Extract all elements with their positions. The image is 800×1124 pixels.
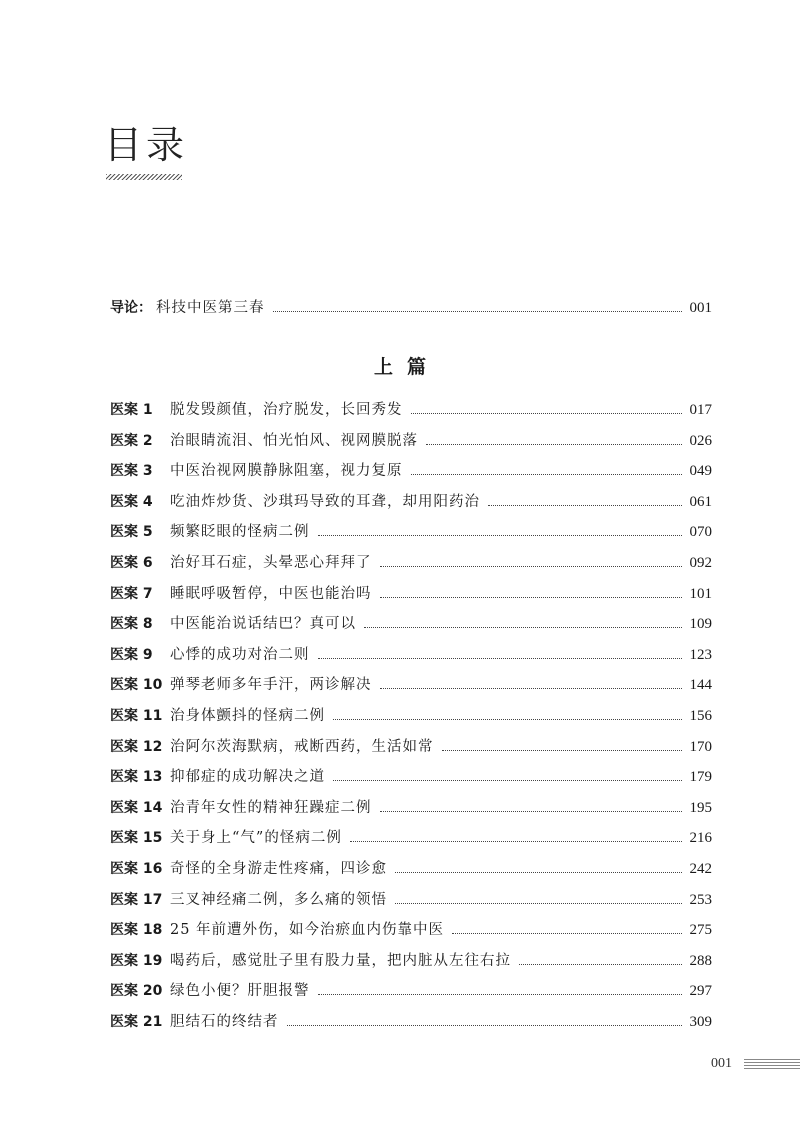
case-title: 睡眠呼吸暂停，中医也能治吗 — [170, 585, 372, 602]
case-title: 治好耳石症，头晕恶心拜拜了 — [170, 555, 372, 571]
case-label: 医案 8 — [110, 616, 153, 633]
toc-case-entry[interactable] — [110, 429, 712, 453]
toc-case-entry[interactable] — [110, 765, 712, 789]
dot-leader — [273, 310, 682, 312]
toc-case-entry[interactable] — [110, 612, 712, 636]
case-page-number: 179 — [689, 769, 712, 786]
case-title: 抑郁症的成功解决之道 — [170, 769, 325, 786]
case-page-number: 288 — [689, 952, 712, 969]
toc-intro-entry[interactable] — [110, 296, 712, 320]
dot-leader — [411, 412, 682, 414]
dot-leader — [287, 1024, 682, 1026]
section-heading: 上篇 — [373, 356, 440, 378]
toc-case-entry[interactable] — [110, 888, 712, 912]
case-page-number: 275 — [689, 922, 712, 939]
case-label: 医案 16 — [110, 861, 163, 877]
case-label: 医案 3 — [110, 463, 153, 480]
dot-leader — [380, 565, 682, 567]
toc-case-entry[interactable] — [110, 857, 712, 881]
dot-leader — [442, 749, 682, 751]
toc-case-entry[interactable] — [110, 551, 712, 575]
case-page-number: 216 — [689, 830, 712, 847]
case-page-number: 109 — [689, 616, 712, 633]
case-title: 中医治视网膜静脉阻塞，视力复原 — [170, 463, 403, 480]
dot-leader — [350, 840, 682, 842]
case-title: 胆结石的终结者 — [170, 1014, 279, 1030]
case-label: 医案 17 — [110, 891, 163, 908]
case-label: 医案 1 — [110, 402, 153, 418]
case-label: 医案 21 — [110, 1014, 163, 1030]
case-title: 25 年前遭外伤，如今治瘀血内伤靠中医 — [170, 922, 445, 939]
case-title: 治身体颤抖的怪病二例 — [170, 708, 325, 724]
dot-leader — [411, 473, 682, 475]
folio-page-number: 001 — [711, 1056, 732, 1071]
case-title: 关于身上“气”的怪病二例 — [170, 830, 342, 847]
case-title: 中医能治说话结巴？真可以 — [170, 616, 356, 633]
case-page-number: 156 — [689, 708, 712, 724]
toc-case-entry[interactable] — [110, 520, 712, 544]
dot-leader — [364, 626, 682, 628]
intro-page-number: 001 — [689, 300, 712, 316]
dot-leader — [318, 657, 682, 659]
case-label: 医案 20 — [110, 983, 163, 1000]
toc-case-entry[interactable] — [110, 398, 712, 422]
case-title: 治青年女性的精神狂躁症二例 — [170, 799, 372, 816]
dot-leader — [395, 902, 682, 904]
folio-decoration — [744, 1059, 800, 1071]
case-label: 医案 11 — [110, 708, 163, 724]
case-page-number: 070 — [689, 524, 712, 541]
toc-case-entry[interactable] — [110, 796, 712, 820]
dot-leader — [380, 687, 682, 689]
case-title: 弹琴老师多年手汗，两诊解决 — [170, 677, 372, 694]
case-title: 频繁眨眼的怪病二例 — [170, 524, 310, 541]
intro-title: 科技中医第三春 — [156, 300, 265, 316]
case-label: 医案 18 — [110, 922, 163, 939]
case-label: 医案 9 — [110, 646, 153, 663]
page-title: 目录 — [104, 123, 189, 167]
case-label: 医案 4 — [110, 493, 153, 510]
case-title: 心悸的成功对治二则 — [170, 646, 310, 663]
dot-leader — [333, 779, 682, 781]
toc-case-entry[interactable] — [110, 582, 712, 606]
toc-case-entry[interactable] — [110, 1010, 712, 1034]
dot-leader — [488, 504, 682, 506]
case-page-number: 017 — [689, 402, 712, 418]
dot-leader — [452, 932, 681, 934]
dot-leader — [395, 871, 682, 873]
case-page-number: 101 — [689, 585, 712, 602]
case-page-number: 253 — [689, 891, 712, 908]
toc-case-entry[interactable] — [110, 643, 712, 667]
intro-label: 导论： — [110, 300, 152, 316]
dot-leader — [333, 718, 682, 720]
title-underline-decoration — [106, 174, 182, 180]
case-label: 医案 10 — [110, 677, 163, 694]
case-page-number: 242 — [689, 861, 712, 877]
case-label: 医案 15 — [110, 830, 163, 847]
toc-case-entry[interactable] — [110, 949, 712, 973]
case-title: 三叉神经痛二例，多么痛的领悟 — [170, 891, 387, 908]
case-title: 奇怪的全身游走性疼痛，四诊愈 — [170, 861, 387, 877]
case-title: 绿色小便？肝胆报警 — [170, 983, 310, 1000]
case-label: 医案 2 — [110, 432, 153, 449]
case-label: 医案 14 — [110, 799, 163, 816]
case-title: 吃油炸炒货、沙琪玛导致的耳聋，却用阳药治 — [170, 493, 480, 510]
dot-leader — [519, 963, 682, 965]
case-title: 脱发毁颜值，治疗脱发，长回秀发 — [170, 402, 403, 418]
dot-leader — [380, 596, 682, 598]
case-title: 治眼睛流泪、怕光怕风、视网膜脱落 — [170, 432, 418, 449]
toc-case-entry[interactable] — [110, 826, 712, 850]
case-title: 治阿尔茨海默病，戒断西药，生活如常 — [170, 738, 434, 755]
case-label: 医案 19 — [110, 952, 163, 969]
case-label: 医案 6 — [110, 555, 153, 571]
case-page-number: 195 — [689, 799, 712, 816]
toc-case-entry[interactable] — [110, 704, 712, 728]
case-page-number: 144 — [689, 677, 712, 694]
case-page-number: 297 — [689, 983, 712, 1000]
case-label: 医案 13 — [110, 769, 163, 786]
toc-case-entry[interactable] — [110, 459, 712, 483]
toc-case-entry[interactable] — [110, 918, 712, 942]
case-page-number: 309 — [689, 1014, 712, 1030]
case-page-number: 123 — [689, 646, 712, 663]
dot-leader — [380, 810, 682, 812]
toc-case-entry[interactable] — [110, 735, 712, 759]
case-label: 医案 5 — [110, 524, 153, 541]
toc-case-entry[interactable] — [110, 490, 712, 514]
case-page-number: 049 — [689, 463, 712, 480]
dot-leader — [318, 993, 682, 995]
dot-leader — [318, 534, 682, 536]
case-page-number: 092 — [689, 555, 712, 571]
case-page-number: 061 — [689, 493, 712, 510]
case-page-number: 170 — [689, 738, 712, 755]
case-title: 喝药后，感觉肚子里有股力量，把内脏从左往右拉 — [170, 952, 511, 969]
case-page-number: 026 — [689, 432, 712, 449]
case-label: 医案 12 — [110, 738, 163, 755]
toc-case-entry[interactable] — [110, 673, 712, 697]
toc-case-entry[interactable] — [110, 979, 712, 1003]
case-label: 医案 7 — [110, 585, 153, 602]
dot-leader — [426, 443, 682, 445]
